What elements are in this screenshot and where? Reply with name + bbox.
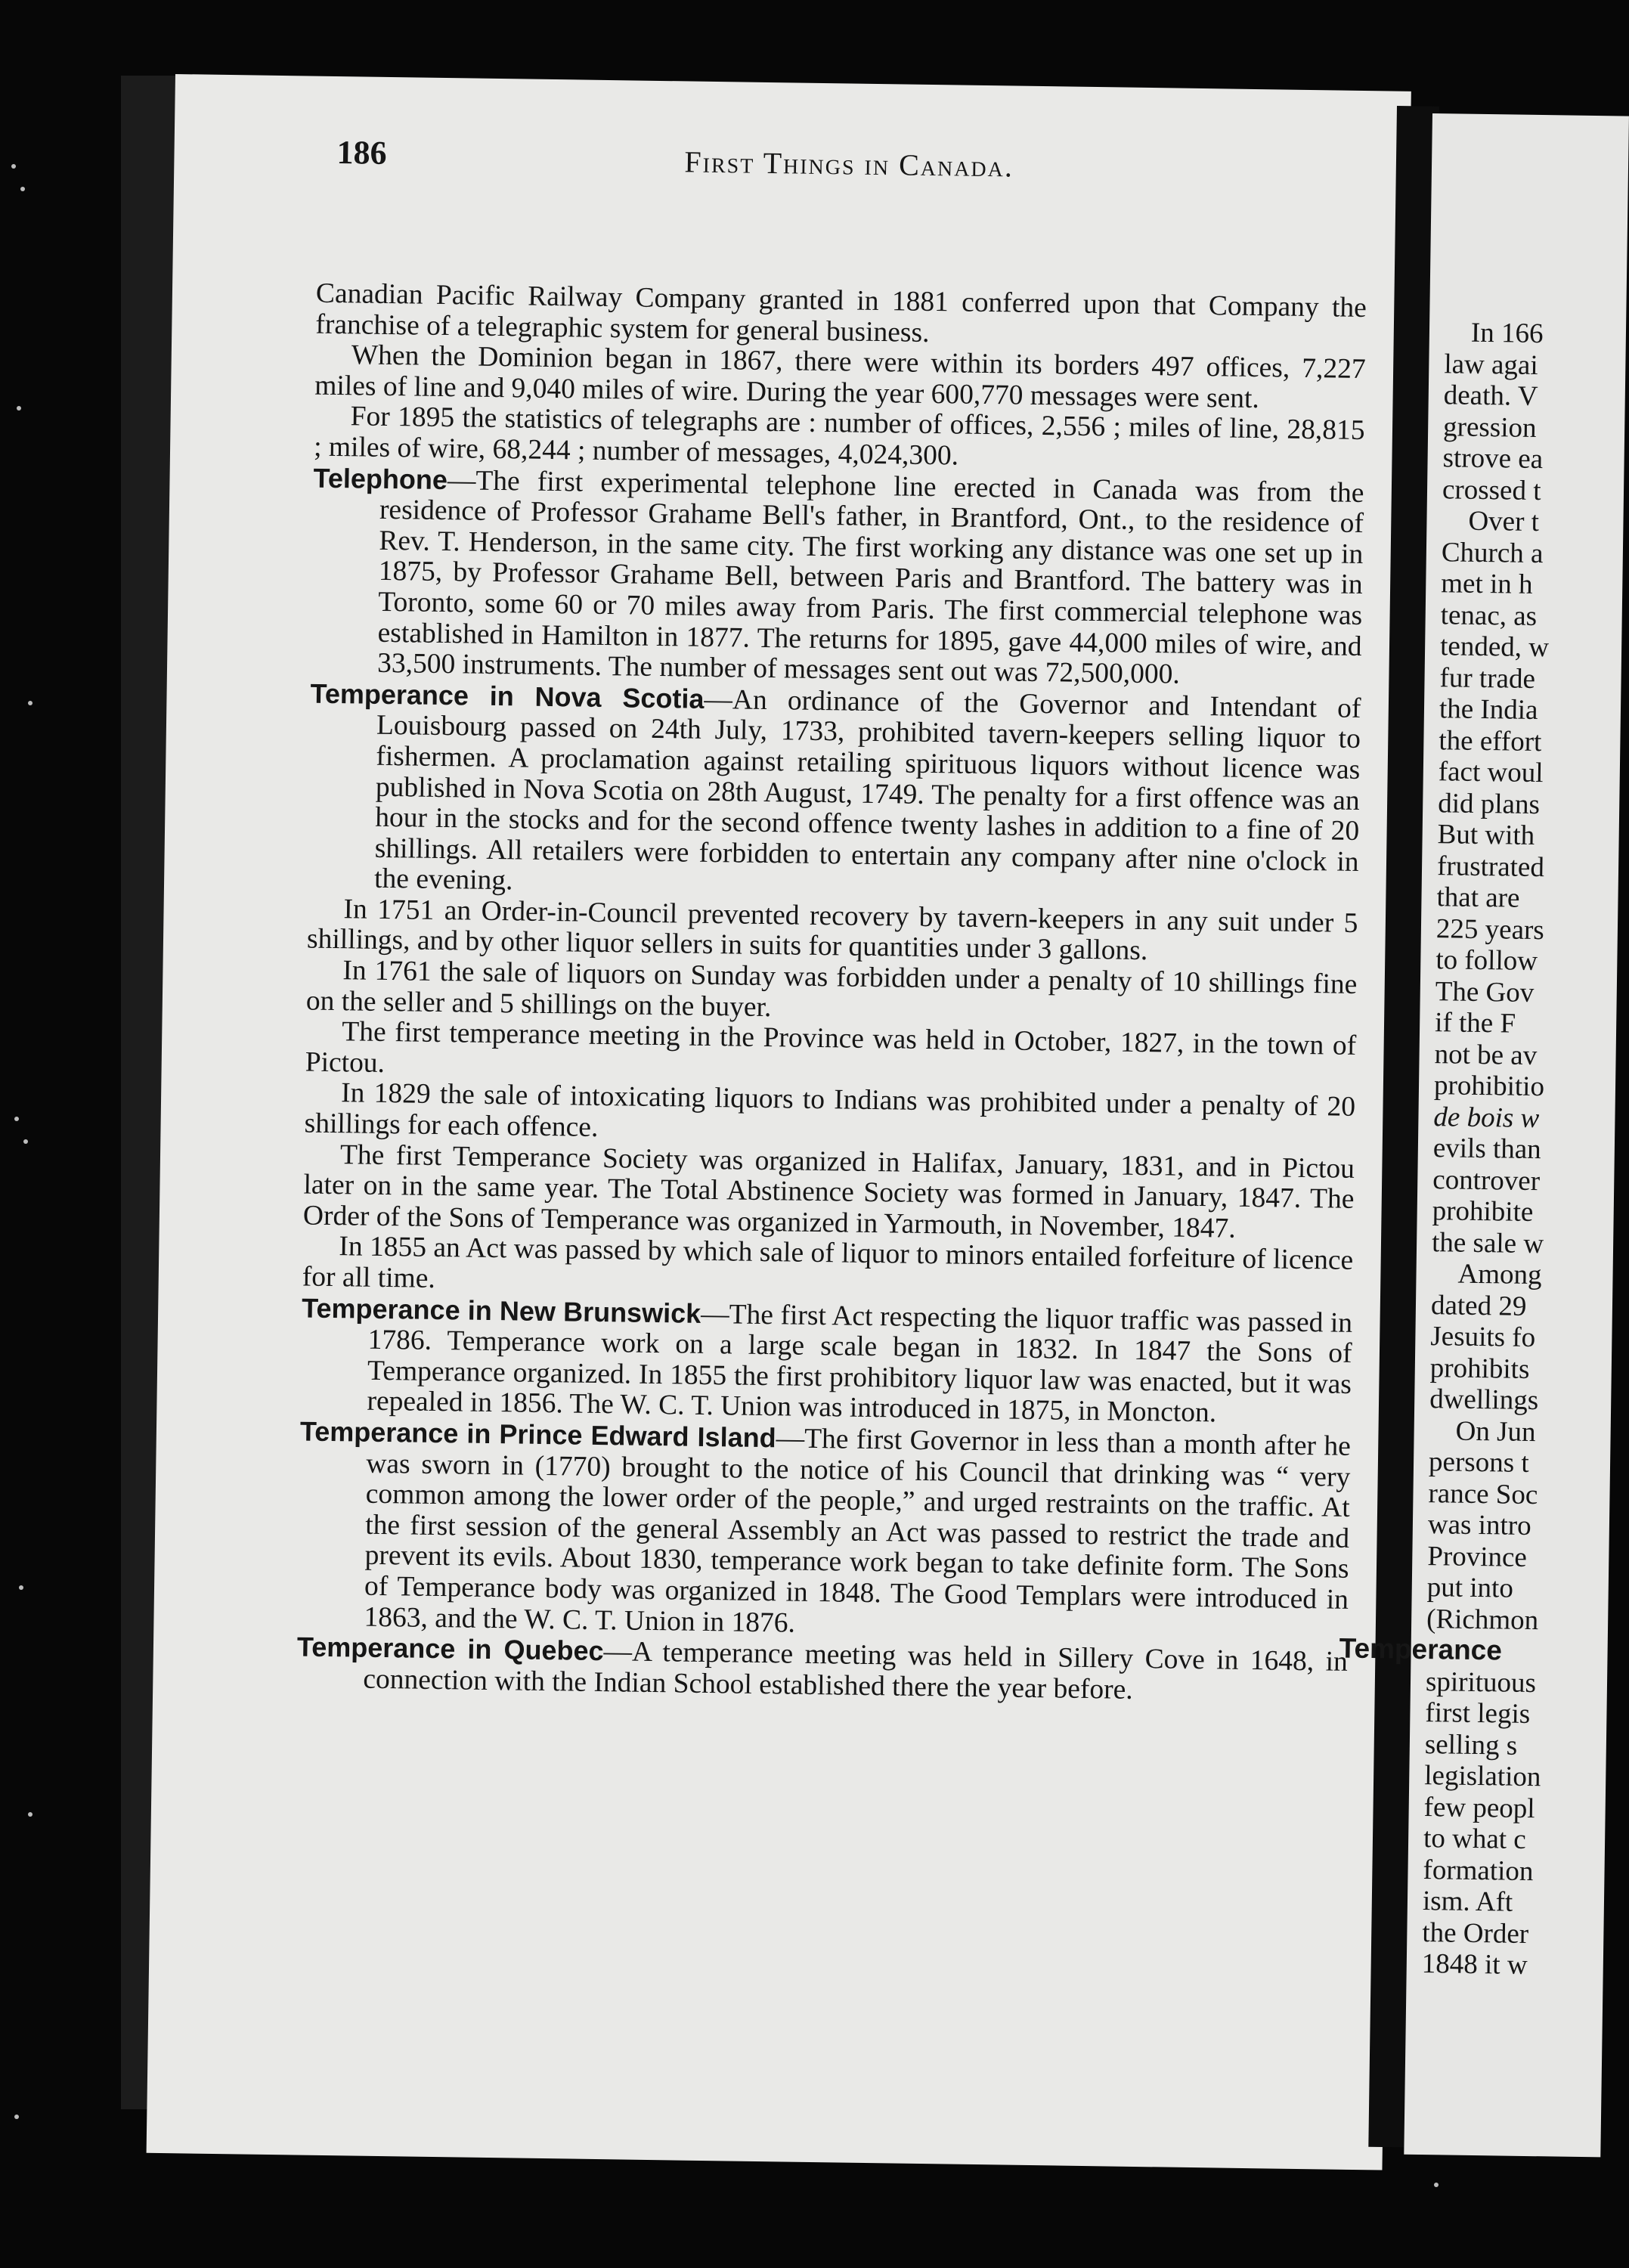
facing-page-line: law agai <box>1444 348 1538 381</box>
facing-page-line: prohibitio <box>1433 1070 1545 1103</box>
entry-heading: Temperance in Nova Scotia <box>310 677 705 714</box>
facing-page-line: legislation <box>1424 1760 1541 1793</box>
scan-speck <box>28 701 33 705</box>
facing-page-line: crossed t <box>1442 473 1541 507</box>
facing-page-line: fact woul <box>1438 756 1544 789</box>
body-paragraph <box>303 1139 1355 1246</box>
left-page <box>147 74 1411 2170</box>
facing-page-line: the India <box>1439 693 1538 727</box>
paragraph-text: The first temperance meeting in the Province was held in October, 1827, in the town of Pictou. <box>305 1016 1357 1079</box>
paragraph-text: —The first experimental telephone line erected in Canada was from the residence of Professor Grahame Bell's father, in Brantford, Ont., to the residence of Rev. T. Henderson, in the same city. The first working any distance was one set up in 1875, by Professor Grahame Bell, between Paris and Brantford. The battery was in Toronto, some 60 or 70 miles away from Paris. The first commercial telephone was established in Hamilton in 1877. The returns for 1895, gave 44,000 miles of wire, and 33,500 instruments. The number of messages sent out was 72,500,000. <box>376 464 1364 690</box>
facing-page-line: In 166 <box>1470 317 1544 350</box>
entry-paragraph <box>297 1416 1351 1647</box>
paragraph-text: —The first Act respecting the liquor traffic was passed in 1786. Temperance work on a large scale began in 1832. In 1847 the Sons of Temperance organized. In 1855 the first prohibitory liquor law was enacted, but it was repealed in 1856. The W. C. T. Union was introduced in 1875, in Moncton. <box>367 1298 1353 1429</box>
facing-page-line: met in h <box>1441 568 1533 600</box>
facing-page-line: that are <box>1436 881 1520 914</box>
facing-page-line: persons t <box>1428 1446 1529 1479</box>
facing-page-line: strove ea <box>1442 442 1544 476</box>
entry-paragraph <box>300 1293 1352 1431</box>
facing-page-line: the sale w <box>1431 1226 1544 1259</box>
paragraph-text: In 1829 the sale of intoxicating liquors to Indians was prohibited under a penalty of 20 shillings for each offence. <box>304 1077 1356 1143</box>
facing-page-line: rance Soc <box>1428 1477 1538 1510</box>
scan-speck <box>20 187 25 191</box>
facing-page-line: gression <box>1442 411 1537 444</box>
scan-speck <box>28 1812 33 1817</box>
facing-page-line: controver <box>1432 1163 1541 1197</box>
entry-heading: Telephone <box>313 462 448 495</box>
facing-page-line: The Gov <box>1435 975 1535 1009</box>
facing-page-line: did plans <box>1437 787 1541 820</box>
facing-page-line: prohibits <box>1429 1352 1530 1385</box>
paragraph-text: The first Temperance Society was organized in Halifax, January, 1831, and in Pictou later on in the same year. The Total Abstinence Society was formed in January, 1847. The Order of the Sons of Temperance was organized in Yarmouth, in November, 1847. <box>302 1139 1355 1244</box>
facing-page-line: prohibite <box>1432 1195 1534 1228</box>
page-number: 186 <box>336 133 387 172</box>
facing-page-line: the Order <box>1422 1916 1529 1950</box>
paragraph-text: —The first Governor in less than a month after he was sworn in (1770) brought to the notice of his Council that drinking was “ very common among the lower order of the people,” and urged restraints on the traffic. At the first session of the general Assembly an Act was passed to restrict the trade and prevent its evils. About 1830, temperance work began to take definite form. The Sons of Temperance body was organized in 1848. The Good Templars were introduced in 1863, and the W. C. T. Union in 1876. <box>364 1423 1352 1639</box>
entry-heading: Temperance in Quebec <box>296 1631 604 1667</box>
facing-page-line: if the F <box>1434 1007 1516 1040</box>
facing-page-line: fur trade <box>1439 662 1536 695</box>
facing-page-line: frustrated <box>1436 850 1545 883</box>
scan-speck <box>14 2115 19 2119</box>
paragraph-text: —A temperance meeting was held in Sillery Cove in 1648, in connection with the Indian School established there the year before. <box>363 1636 1349 1706</box>
facing-page-line: few peopl <box>1423 1791 1535 1824</box>
facing-page-line: not be av <box>1434 1038 1538 1071</box>
facing-page-line: dated 29 <box>1430 1289 1527 1322</box>
facing-page-line: death. V <box>1443 380 1538 412</box>
facing-page-line: tenac, as <box>1440 599 1538 632</box>
facing-page-line: But with <box>1437 819 1535 851</box>
facing-page-line: evils than <box>1432 1132 1542 1166</box>
entry-paragraph <box>308 678 1361 909</box>
facing-page-line: Temperance <box>1339 1632 1503 1666</box>
facing-page-line: dwellings <box>1429 1383 1539 1417</box>
facing-page-line: formation <box>1423 1854 1534 1887</box>
paragraph-text: When the Dominion began in 1867, there were within its borders 497 offices, 7,227 miles of line and 9,040 miles of wire. During the year 600,770 messages were sent. <box>314 339 1366 414</box>
facing-page-line: de bois w <box>1433 1101 1540 1134</box>
facing-page-line: ism. Aft <box>1422 1885 1513 1918</box>
scan-speck <box>11 164 16 169</box>
facing-page-line: Jesuits fo <box>1430 1321 1536 1354</box>
paragraph-text: In 1761 the sale of liquors on Sunday was forbidden under a penalty of 10 shillings fine on the seller and 5 shillings on the buyer. <box>305 955 1358 1023</box>
entry-paragraph <box>311 463 1364 693</box>
paragraph-text: For 1895 the statistics of telegraphs are : number of offices, 2,556 ; miles of line, 28,815 ; miles of wire, 68,244 ; number of messages, 4,024,300. <box>313 401 1365 472</box>
facing-page-line: Province <box>1427 1540 1528 1573</box>
facing-page-line: (Richmon <box>1426 1603 1539 1636</box>
scan-speck <box>17 406 21 411</box>
facing-page-line: to what c <box>1423 1823 1527 1855</box>
facing-page-line: spirituous <box>1425 1665 1537 1699</box>
facing-page-line: On Jun <box>1455 1415 1536 1448</box>
facing-page-line: was intro <box>1427 1509 1531 1542</box>
facing-page-line: the effort <box>1439 724 1542 758</box>
paragraph-text: In 1751 an Order-in-Council prevented recovery by tavern-keepers in any suit under 5 shillings, and by other liquor sellers in suits for quantities under 3 gallons. <box>306 894 1358 967</box>
facing-page-line: put into <box>1426 1572 1514 1604</box>
entry-heading: Temperance in Prince Edward Island <box>299 1415 776 1454</box>
paragraph-text: —An ordinance of the Governor and Intendant of Louisbourg passed on 24th July, 1733, prohibited tavern-keepers selling liquor to fishermen. A proclamation against retailing spirituous liquors without licence was published in Nova Scotia on 28th August, 1749. The penalty for a first offence was an hour in the stocks and for the second offence twenty lashes in addition to a fine of 20 shillings. All retailers were forbidden to entertain any company after nine o'clock in the evening. <box>373 683 1361 897</box>
scan-speck <box>19 1585 23 1590</box>
paragraph-text: Canadian Pacific Railway Company granted in 1881 conferred upon that Company the franchise of a telegraphic system for general business. <box>315 277 1367 349</box>
running-title: First Things in Canada. <box>684 144 1014 184</box>
facing-page-line: 225 years <box>1435 912 1545 946</box>
paragraph-text: In 1855 an Act was passed by which sale of liquor to minors entailed forfeiture of licence for all time. <box>302 1231 1354 1294</box>
facing-page-line: to follow <box>1435 944 1538 978</box>
scan-speck <box>23 1139 28 1144</box>
facing-page-line: tended, w <box>1439 631 1550 664</box>
facing-page-line: Among <box>1457 1258 1542 1291</box>
facing-page-line: Over t <box>1468 505 1540 538</box>
scan-speck <box>14 1117 19 1121</box>
page-header <box>336 133 1547 195</box>
facing-page-fragment <box>1339 113 1629 2157</box>
entry-heading: Temperance in New Brunswick <box>301 1292 701 1329</box>
facing-page-line: selling s <box>1424 1728 1518 1761</box>
page-body-text <box>296 279 1367 1709</box>
scan-speck <box>1434 2183 1439 2187</box>
facing-page-line: 1848 it w <box>1421 1948 1528 1981</box>
facing-page-line: Church a <box>1441 536 1544 569</box>
facing-page-line: first legis <box>1425 1697 1531 1730</box>
